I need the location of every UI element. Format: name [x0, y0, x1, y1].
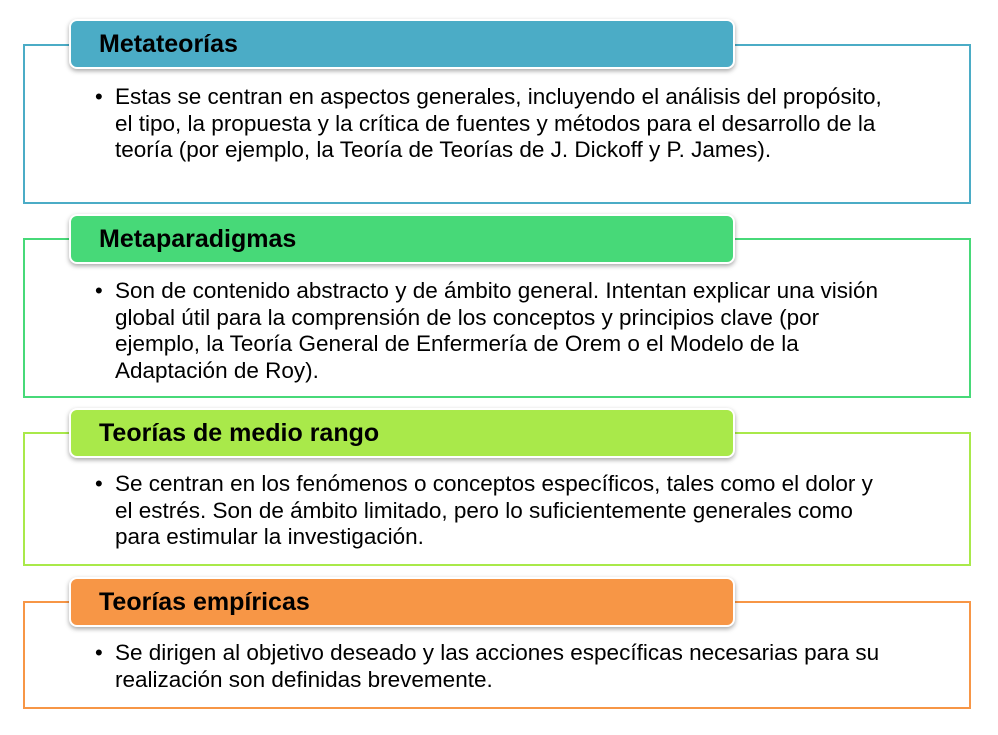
- bullet-item: [95, 84, 895, 164]
- bullet-icon: •: [95, 471, 103, 496]
- section-header: [69, 19, 735, 69]
- section-header: [69, 214, 735, 264]
- bullet-icon: •: [95, 84, 103, 109]
- bullet-item: [95, 278, 895, 384]
- section-title: Teorías empíricas: [99, 587, 310, 616]
- section-description: Estas se centran en aspectos generales, incluyendo el análisis del propósito, el tipo, la propuesta y la crítica de fuentes y métodos para el desarrollo de la teoría (por ejemplo, la Teoría de Teorías de J. Dickoff y P. James).: [115, 84, 882, 162]
- bullet-icon: •: [95, 640, 103, 665]
- section-title: Metateorías: [99, 29, 238, 58]
- section-header: [69, 577, 735, 627]
- section-title: Metaparadigmas: [99, 224, 297, 253]
- section-title: Teorías de medio rango: [99, 418, 380, 447]
- bullet-item: [95, 471, 895, 551]
- section-description: Se centran en los fenómenos o conceptos específicos, tales como el dolor y el estrés. Son de ámbito limitado, pero lo suficientemente generales como para estimular la investigación.: [115, 471, 873, 549]
- section-description: Se dirigen al objetivo deseado y las acciones específicas necesarias para su realización son definidas brevemente.: [115, 640, 880, 692]
- bullet-item: [95, 640, 895, 693]
- bullet-icon: •: [95, 278, 103, 303]
- section-description: Son de contenido abstracto y de ámbito general. Intentan explicar una visión global útil para la comprensión de los conceptos y principios clave (por ejemplo, la Teoría General de Enfermería de Orem o el Modelo de la Adaptación de Roy).: [115, 278, 878, 383]
- section-header: [69, 408, 735, 458]
